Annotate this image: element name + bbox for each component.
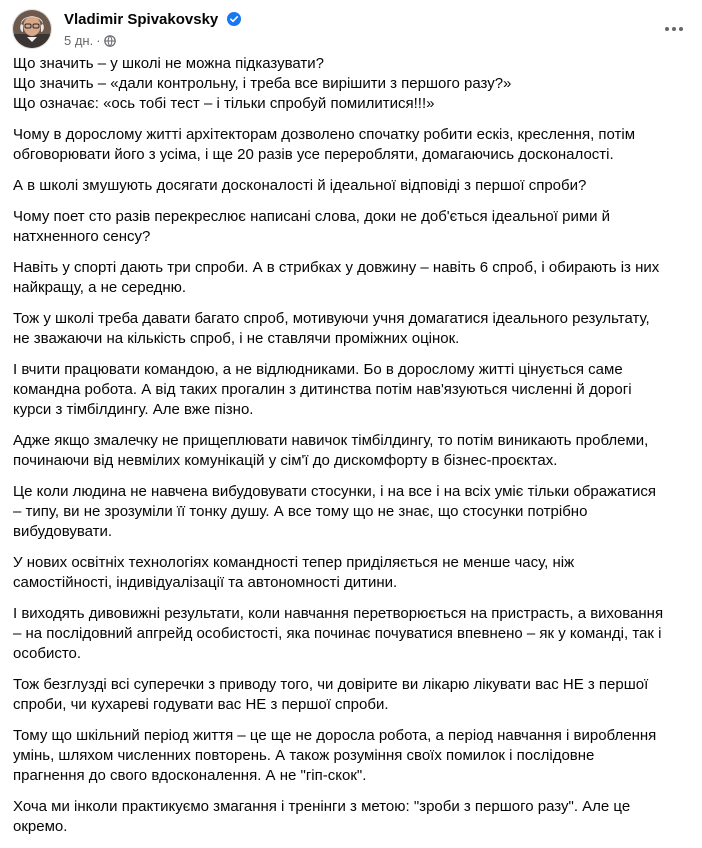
paragraph-line: Чому поет сто разів перекреслює написані слова, доки не доб'ється ідеальної рими й xyxy=(13,208,611,225)
paragraph-line: прагнення до свого вдосконалення. А не "гіп-скок". xyxy=(13,767,367,784)
post-paragraph xyxy=(13,604,693,664)
post-timestamp[interactable]: 5 дн. xyxy=(64,33,94,48)
post-paragraph xyxy=(13,360,693,420)
post-paragraph xyxy=(13,207,693,247)
paragraph-line: У нових освітніх технологіях командності тепер приділяється не менше часу, ніж xyxy=(13,554,575,571)
paragraph-line: А в школі змушують досягати досконалості й ідеальної відповіді з першої спроби? xyxy=(13,177,587,194)
paragraph-line: окремо. xyxy=(13,818,68,835)
paragraph-line: Адже якщо змалечку не прищеплювати навичок тімбілдингу, то потім виникають проблеми, xyxy=(13,432,649,449)
post-paragraph xyxy=(13,797,693,837)
paragraph-line: Що значить – «дали контрольну, і треба все вирішити з першого разу?» xyxy=(13,75,512,92)
post-text xyxy=(13,54,693,848)
meta-separator: · xyxy=(96,33,101,48)
post-paragraph xyxy=(13,726,693,786)
paragraph-line: Це коли людина не навчена вибудовувати стосунки, і на все і на всіх уміє тільки ображатися xyxy=(13,483,657,500)
paragraph-line: – на послідовний апгрейд особистості, яка починає почуватися впевнено – як у команді, так і xyxy=(13,625,662,642)
paragraph-line: спроби, чи кухареві годувати вас НЕ з першої спроби. xyxy=(13,696,389,713)
paragraph-line: Тому що шкільний період життя – це ще не доросла робота, а період навчання і вироблення xyxy=(13,727,657,744)
paragraph-line: Навіть у спорті дають три спроби. А в стрибках у довжину – навіть 6 спроб, і обирають із них xyxy=(13,259,660,276)
paragraph-line: курси з тімбілдингу. Але вже пізно. xyxy=(13,401,254,418)
author-line xyxy=(64,11,241,31)
post-paragraph xyxy=(13,54,693,114)
verified-badge-icon xyxy=(227,12,241,31)
avatar-photo xyxy=(13,10,51,48)
more-options-icon[interactable] xyxy=(660,15,688,43)
post-paragraph xyxy=(13,309,693,349)
post-paragraph xyxy=(13,125,693,165)
post-header xyxy=(12,9,692,53)
paragraph-line: командна робота. А від таких прогалин з дитинства потім нав'язуються численні й дорогі xyxy=(13,381,632,398)
paragraph-line: Що означає: «ось тобі тест – і тільки спробуй помилитися!!!» xyxy=(13,95,435,112)
paragraph-line: Чому в дорослому житті архітекторам дозволено спочатку робити ескіз, креслення, потім xyxy=(13,126,636,143)
post-paragraph xyxy=(13,431,693,471)
paragraph-line: І вчити працювати командою, а не відлюдниками. Бо в дорослому житті цінується саме xyxy=(13,361,623,378)
paragraph-line: не зважаючи на кількість спроб, і не ставлячи проміжних оцінок. xyxy=(13,330,460,347)
paragraph-line: обговорювати його з усіма, і ще 20 разів усе переробляти, домагаючись досконалості. xyxy=(13,146,614,163)
post-paragraph xyxy=(13,553,693,593)
paragraph-line: натхненного сенсу? xyxy=(13,228,151,245)
post-paragraph xyxy=(13,675,693,715)
paragraph-line: починаючи від невмілих комунікацій у сім'ї до дискомфорту в бізнес-проєктах. xyxy=(13,452,558,469)
paragraph-line: Хоча ми інколи практикуємо змагання і тренінги з метою: "зроби з першого разу". Але це xyxy=(13,798,631,815)
post-paragraph xyxy=(13,258,693,298)
paragraph-line: І виходять дивовижні результати, коли навчання перетворюється на пристрасть, а виховання xyxy=(13,605,664,622)
author-name[interactable]: Vladimir Spivakovsky xyxy=(64,11,219,28)
paragraph-line: Тож у школі треба давати багато спроб, мотивуючи учня домагатися ідеального результату, xyxy=(13,310,650,327)
author-avatar[interactable] xyxy=(12,9,52,49)
paragraph-line: Тож безглузді всі суперечки з приводу того, чи довірите ви лікарю лікувати вас НЕ з першої xyxy=(13,676,649,693)
post-paragraph xyxy=(13,176,693,196)
paragraph-line: Що значить – у школі не можна підказувати? xyxy=(13,55,324,72)
paragraph-line: умінь, шляхом численних повторень. А також розуміння своїх помилок і послідовне xyxy=(13,747,595,764)
globe-icon[interactable] xyxy=(104,35,116,50)
paragraph-line: – типу, ви не зрозуміли її тонку душу. А все тому що не знає, що стосунки потрібно xyxy=(13,503,588,520)
post-meta xyxy=(64,33,116,49)
paragraph-line: найкращу, а не середню. xyxy=(13,279,187,296)
paragraph-line: особисто. xyxy=(13,645,82,662)
post-paragraph xyxy=(13,482,693,542)
paragraph-line: самостійності, індивідуалізації та автономності дитини. xyxy=(13,574,398,591)
paragraph-line: вибудовувати. xyxy=(13,523,113,540)
